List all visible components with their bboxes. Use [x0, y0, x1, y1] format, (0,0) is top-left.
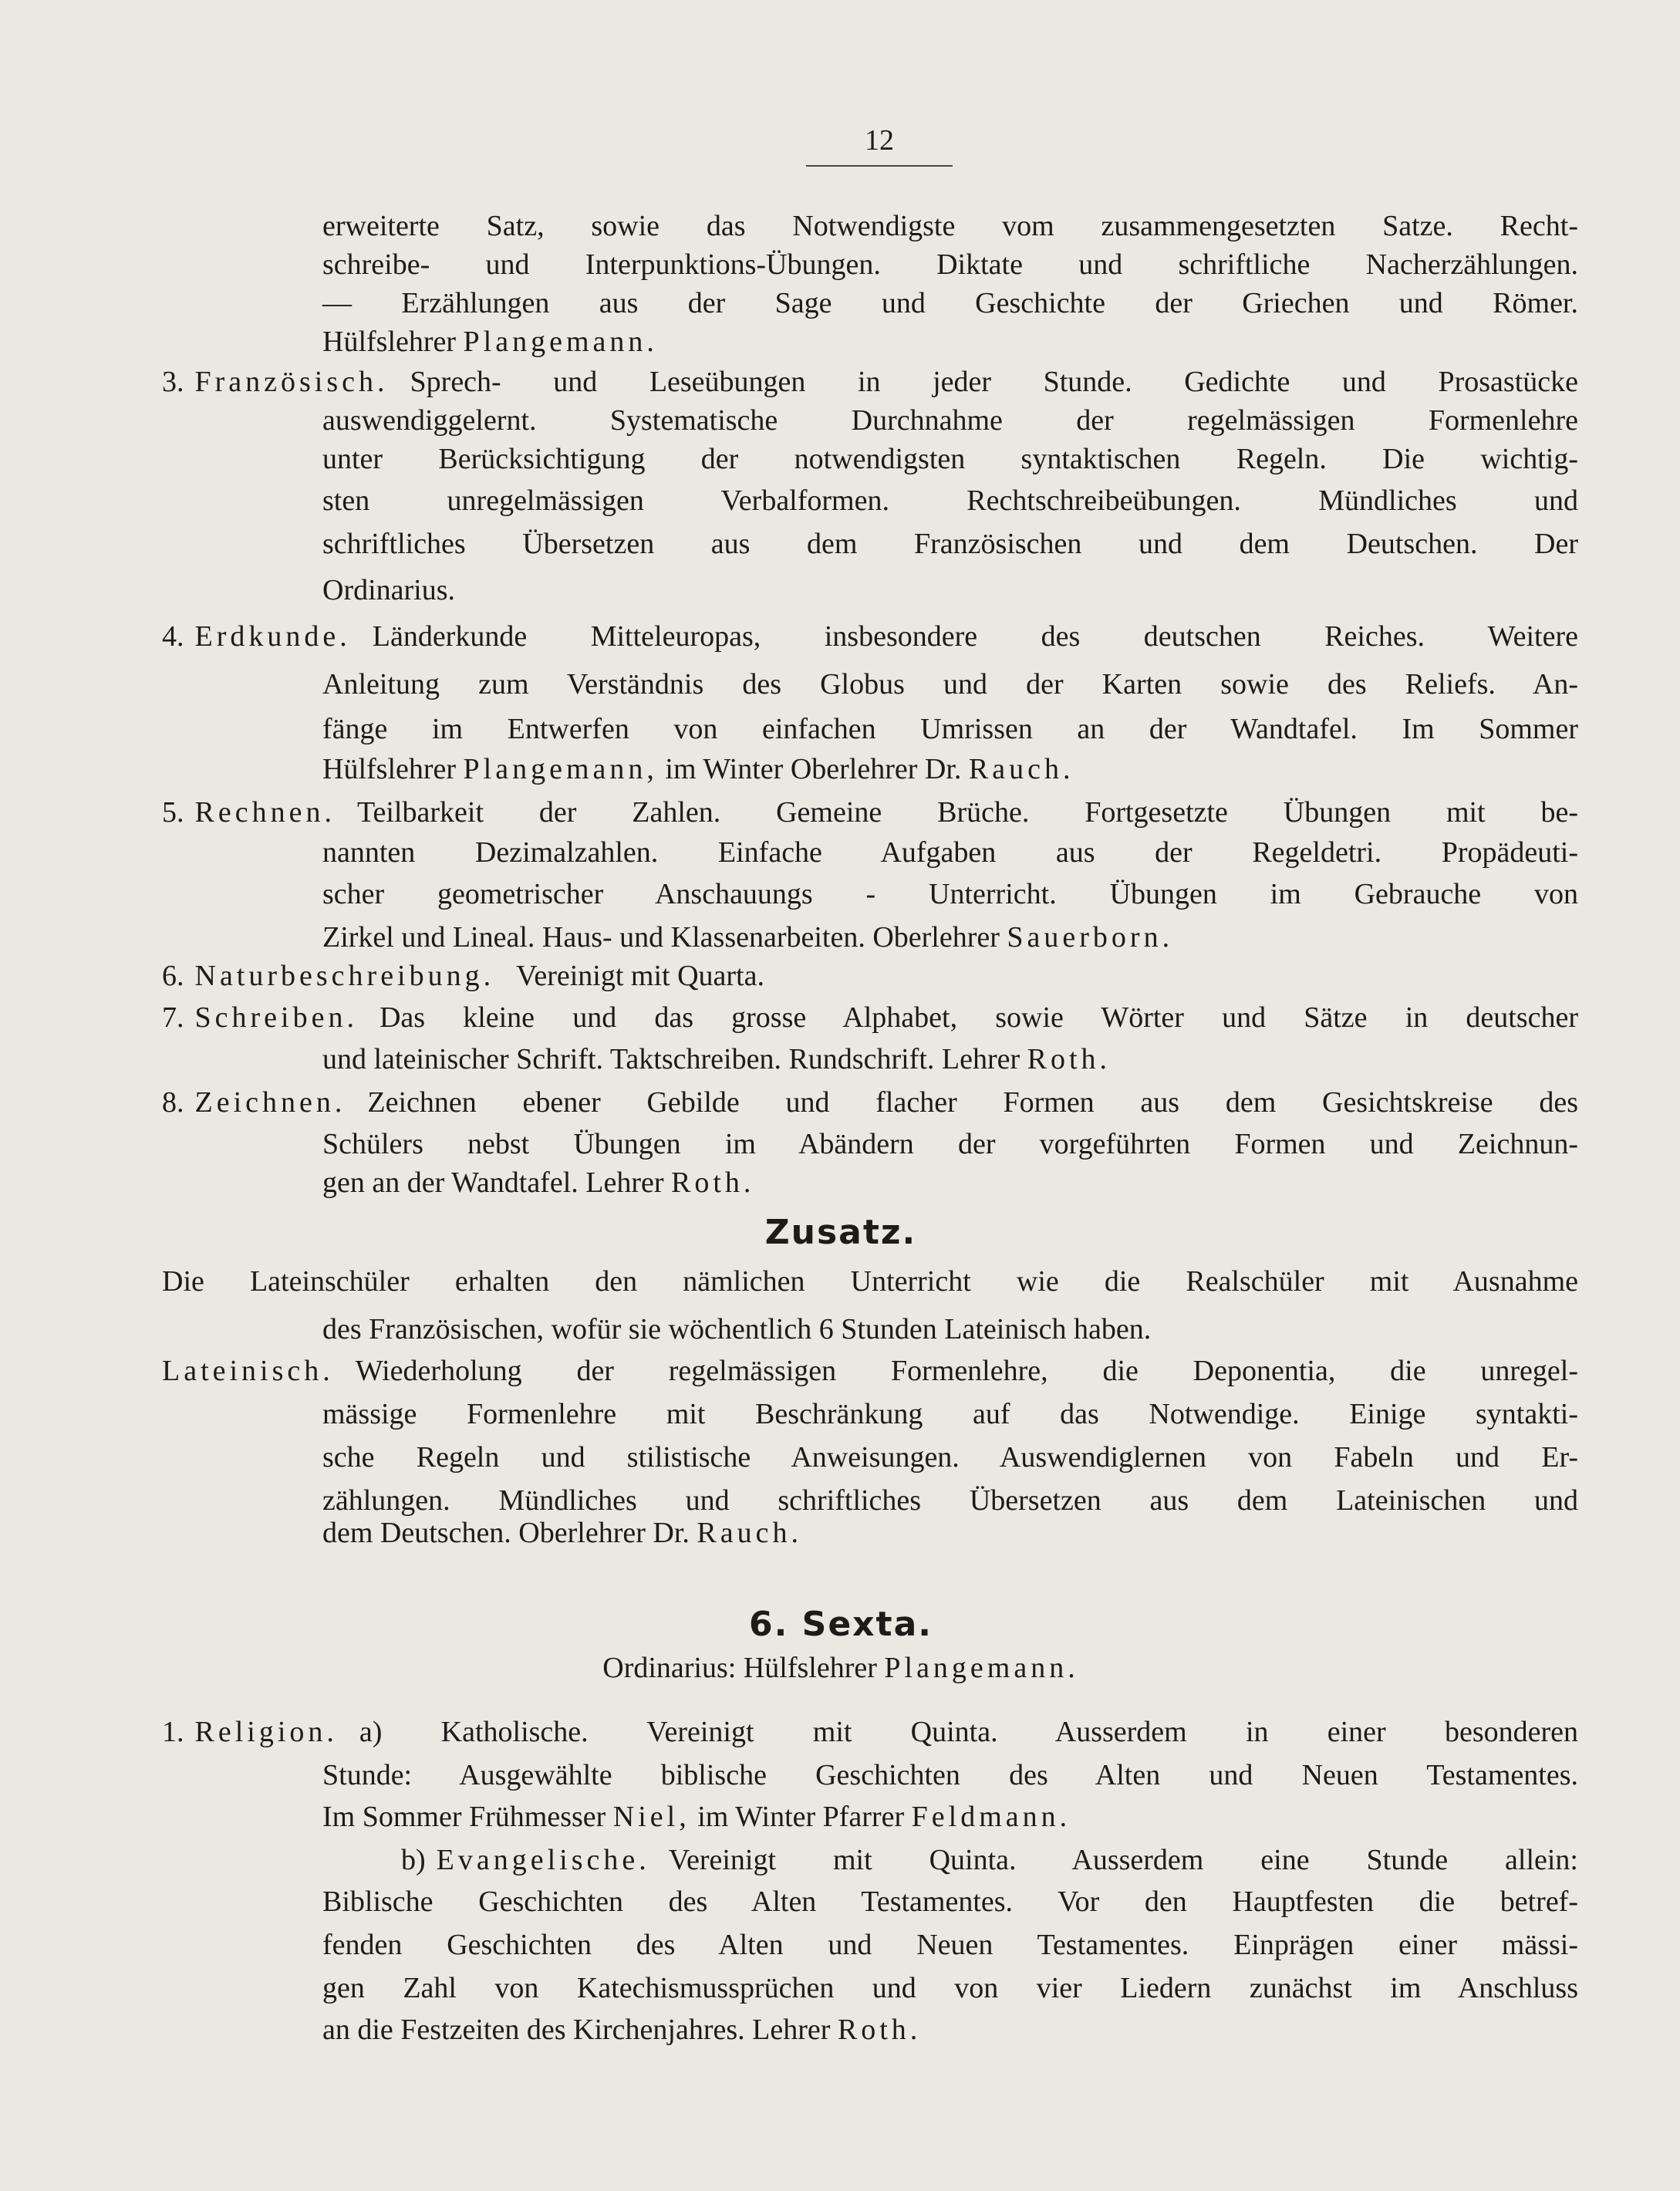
text-line: zählungen. Mündliches und schriftliches Übersetzen aus dem Lateinischen und	[322, 1484, 1578, 1517]
text-line: Ordinarius.	[322, 574, 456, 606]
text-line: a) Katholische. Vereinigt mit Quinta. Ausserdem in einer besonderen	[359, 1716, 1578, 1748]
subject-entry-rechnen	[162, 793, 1578, 832]
text-line	[322, 918, 1173, 957]
section-heading-sexta: 6. Sexta.	[749, 1605, 933, 1644]
teacher-name: Plangemann.	[884, 1652, 1079, 1684]
subject-entry-schreiben	[162, 998, 1578, 1037]
text-line: Biblische Geschichten des Alten Testamentes. Vor den Hauptfesten die betref-	[322, 1885, 1578, 1918]
section-heading-zusatz: Zusatz.	[764, 1213, 917, 1252]
text-line	[322, 2010, 921, 2049]
text-segment: Zirkel und Lineal. Haus- und Klassenarbeiten. Oberlehrer	[322, 921, 1000, 954]
subitem-label: b)	[401, 1844, 426, 1876]
subject-name: Lateinisch.	[162, 1355, 334, 1387]
text-line: Die Lateinschüler erhalten den nämlichen Unterricht wie die Realschüler mit Ausnahme	[162, 1265, 1578, 1298]
text-line: Zeichnen ebener Gebilde und flacher Formen aus dem Gesichtskreise des	[367, 1086, 1578, 1119]
subject-subentry-evangelisch	[401, 1841, 1578, 1879]
subject-entry-lateinisch	[162, 1352, 1578, 1390]
subject-name: Französisch.	[194, 366, 389, 398]
teacher-title: Hülfslehrer	[322, 326, 457, 358]
text-line: Sprech- und Leseübungen in jeder Stunde. Gedichte und Prosastücke	[410, 366, 1578, 398]
ordinarius-line	[494, 1651, 1188, 1685]
teacher-name: Rauch.	[697, 1517, 802, 1549]
subject-name: Religion.	[194, 1716, 338, 1748]
ordinarius-label: Ordinarius:	[602, 1652, 737, 1684]
item-number: 5.	[162, 796, 184, 829]
teacher-title: im Winter Oberlehrer Dr.	[665, 753, 962, 785]
text-line: gen Zahl von Katechismussprüchen und von vier Liedern zunächst im Anschluss	[322, 1972, 1578, 2004]
subject-name: Rechnen.	[194, 796, 336, 829]
text-line: des Französischen, wofür sie wöchentlich 6 Stunden Lateinisch haben.	[322, 1313, 1152, 1345]
text-line: Wiederholung der regelmässigen Formenlehre, die Deponentia, die unregel-	[355, 1355, 1578, 1387]
teacher-name: Sauerborn.	[1007, 921, 1174, 954]
text-line: Länderkunde Mitteleuropas, insbesondere des deutschen Reiches. Weitere	[372, 620, 1578, 653]
item-number: 7.	[162, 1001, 184, 1034]
teacher-title: im Winter Pfarrer	[697, 1801, 905, 1833]
text-line	[322, 1514, 802, 1552]
teacher-name: Roth.	[837, 2014, 922, 2046]
teacher-name: Feldmann.	[911, 1801, 1071, 1833]
teacher-title: Im Sommer Frühmesser	[322, 1801, 606, 1833]
text-line: schreibe- und Interpunktions-Übungen. Diktate und schriftliche Nacherzählungen.	[322, 248, 1578, 281]
subject-name: Erdkunde.	[194, 620, 351, 653]
text-segment: an die Festzeiten des Kirchenjahres. Lehrer	[322, 2014, 831, 2046]
item-number: 1.	[162, 1716, 184, 1748]
text-segment: und lateinischer Schrift. Taktschreiben. Rundschrift. Lehrer	[322, 1043, 1020, 1075]
subject-name: Evangelische.	[436, 1844, 650, 1876]
teacher-name: Niel,	[612, 1801, 690, 1833]
text-line	[322, 1163, 754, 1202]
subject-entry-naturbeschreibung	[162, 957, 764, 995]
text-line: nannten Dezimalzahlen. Einfache Aufgaben aus der Regeldetri. Propädeuti-	[322, 836, 1578, 869]
text-line: auswendiggelernt. Systematische Durchnahme der regelmässigen Formenlehre	[322, 404, 1578, 437]
item-number: 6.	[162, 960, 184, 992]
text-line: schriftliches Übersetzen aus dem Französischen und dem Deutschen. Der	[322, 528, 1578, 560]
item-number: 8.	[162, 1086, 184, 1119]
text-line: unter Berücksichtigung der notwendigsten syntaktischen Regeln. Die wichtig-	[322, 443, 1578, 475]
text-line: erweiterte Satz, sowie das Notwendigste vom zusammengesetzten Satze. Recht-	[322, 210, 1578, 242]
item-number: 4.	[162, 620, 184, 653]
text-line: sten unregelmässigen Verbalformen. Rechtschreibeübungen. Mündliches und	[322, 484, 1578, 517]
subject-name: Zeichnen.	[194, 1086, 346, 1119]
teacher-title: Hülfslehrer	[322, 753, 457, 785]
text-line: Das kleine und das grosse Alphabet, sowie Wörter und Sätze in deutscher	[379, 1001, 1578, 1034]
text-line	[322, 1798, 1071, 1836]
text-line: mässige Formenlehre mit Beschränkung auf das Notwendige. Einige syntakti-	[322, 1398, 1578, 1430]
teacher-name: Plangemann.	[463, 326, 658, 358]
text-line: Vereinigt mit Quarta.	[516, 960, 764, 992]
text-line	[322, 750, 1074, 788]
text-line: fenden Geschichten des Alten und Neuen Testamentes. Einprägen einer mässi-	[322, 1929, 1578, 1961]
subject-name: Naturbeschreibung.	[194, 960, 495, 992]
page-number: 12	[806, 123, 953, 167]
text-line: fänge im Entwerfen von einfachen Umrissen an der Wandtafel. Im Sommer	[322, 713, 1578, 745]
subject-entry-franzoesisch	[162, 363, 1578, 401]
text-line	[322, 1040, 1111, 1079]
teacher-name: Roth.	[671, 1166, 755, 1199]
text-line: — Erzählungen aus der Sage und Geschichte der Griechen und Römer.	[322, 287, 1578, 319]
item-number: 3.	[162, 366, 184, 398]
text-line: sche Regeln und stilistische Anweisungen. Auswendiglernen von Fabeln und Er-	[322, 1441, 1578, 1474]
text-line: Teilbarkeit der Zahlen. Gemeine Brüche. Fortgesetzte Übungen mit be-	[356, 796, 1578, 829]
text-line: Anleitung zum Verständnis des Globus und der Karten sowie des Reliefs. An-	[322, 668, 1578, 701]
text-line: scher geometrischer Anschauungs - Unterricht. Übungen im Gebrauche von	[322, 878, 1578, 910]
text-segment: dem Deutschen. Oberlehrer Dr.	[322, 1517, 690, 1549]
teacher-name: Plangemann,	[463, 753, 658, 785]
subject-entry-religion	[162, 1713, 1578, 1751]
teacher-name: Rauch.	[968, 753, 1074, 785]
text-line: Schülers nebst Übungen im Abändern der vorgeführten Formen und Zeichnun-	[322, 1128, 1578, 1160]
text-line: Vereinigt mit Quinta. Ausserdem eine Stunde allein:	[668, 1844, 1578, 1876]
subject-name: Schreiben.	[194, 1001, 358, 1034]
subject-entry-zeichnen	[162, 1083, 1578, 1122]
text-line: Stunde: Ausgewählte biblische Geschichten des Alten und Neuen Testamentes.	[322, 1759, 1578, 1791]
teacher-title: Hülfslehrer	[743, 1652, 877, 1684]
subject-entry-erdkunde	[162, 617, 1578, 656]
text-line	[322, 322, 658, 361]
text-segment: gen an der Wandtafel. Lehrer	[322, 1166, 664, 1199]
teacher-name: Roth.	[1027, 1043, 1112, 1075]
